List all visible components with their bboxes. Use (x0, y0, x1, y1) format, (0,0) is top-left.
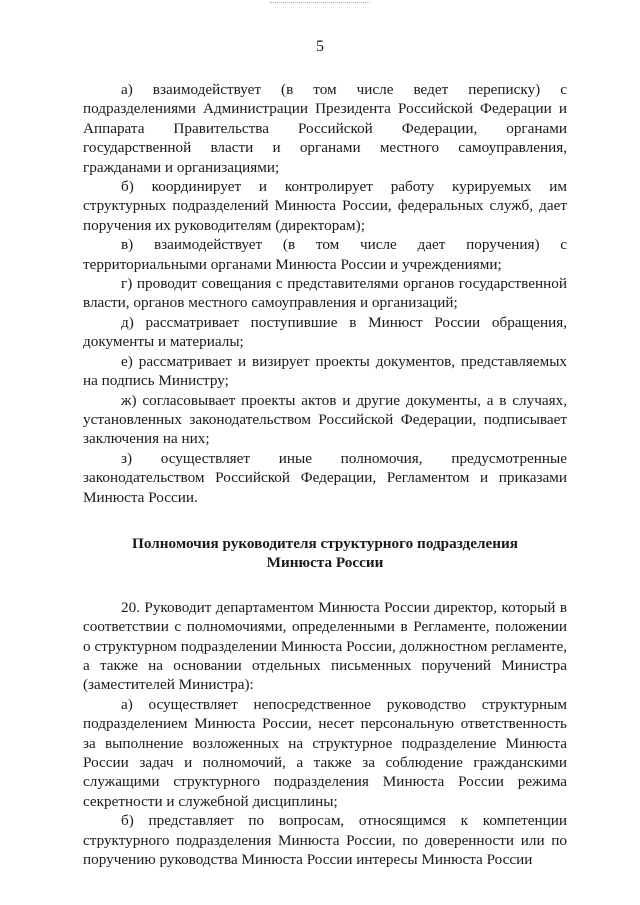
paragraph-20-a: а) осуществляет непосредственное руководство структурным подразделением Минюста России, несет персональную ответственность за выполнение возложенных на структурное подразделение Минюста России задач и полномочий, а также за соблюдение гражданскими служащими структурного подразделения Минюста России режима секретности и служебной дисциплины; (83, 695, 567, 810)
section-heading-line-2: Минюста России (266, 554, 384, 572)
paragraph-b: б) координирует и контролирует работу курируемых им структурных подразделений Минюста России, федеральных служб, дает поручения их руководителям (директорам); (83, 178, 567, 234)
page-number: 5 (316, 38, 324, 55)
paragraph-z: з) осуществляет иные полномочия, предусмотренные законодательством Российской Федерации, Регламентом и приказами Минюста России. (83, 449, 567, 506)
section-heading-line-1: Полномочия руководителя структурного подразделения (132, 534, 518, 552)
paragraph-a: а) взаимодействует (в том числе ведет переписку) с подразделениями Администрации Президента Российской Федерации и Аппарата Правительства Российской Федерации, органами государственной власти и органами местного самоуправления, гражданами и организациями; (83, 81, 567, 176)
paragraph-d: д) рассматривает поступившие в Минюст России обращения, документы и материалы; (83, 313, 567, 351)
document-body (83, 80, 567, 869)
paragraph-v: в) взаимодействует (в том числе дает поручения) с территориальными органами Минюста России и учреждениями; (83, 236, 567, 273)
paragraph-20-b: б) представляет по вопросам, относящимся к компетенции структурного подразделения Минюста России, по доверенности или по поручению руководства Минюста России интересы Минюста России (83, 812, 567, 869)
top-edge-mark (270, 2, 370, 3)
paragraph-e: е) рассматривает и визирует проекты документов, представляемых на подпись Министру; (83, 352, 567, 390)
paragraph-20: 20. Руководит департаментом Минюста России директор, который в соответствии с полномочиями, определенными в Регламенте, положении о структурном подразделении Минюста России, должностном регламенте, а также на основании отдельных письменных поручений Министра (заместителей Министра): (83, 598, 567, 694)
paragraph-zh: ж) согласовывает проекты актов и другие документы, а в случаях, установленных законодательством Российской Федерации, подписывает заключения на них; (83, 391, 567, 448)
section-heading (83, 534, 567, 573)
paragraph-g: г) проводит совещания с представителями органов государственной власти, органов местного самоуправления и организаций; (83, 275, 567, 312)
